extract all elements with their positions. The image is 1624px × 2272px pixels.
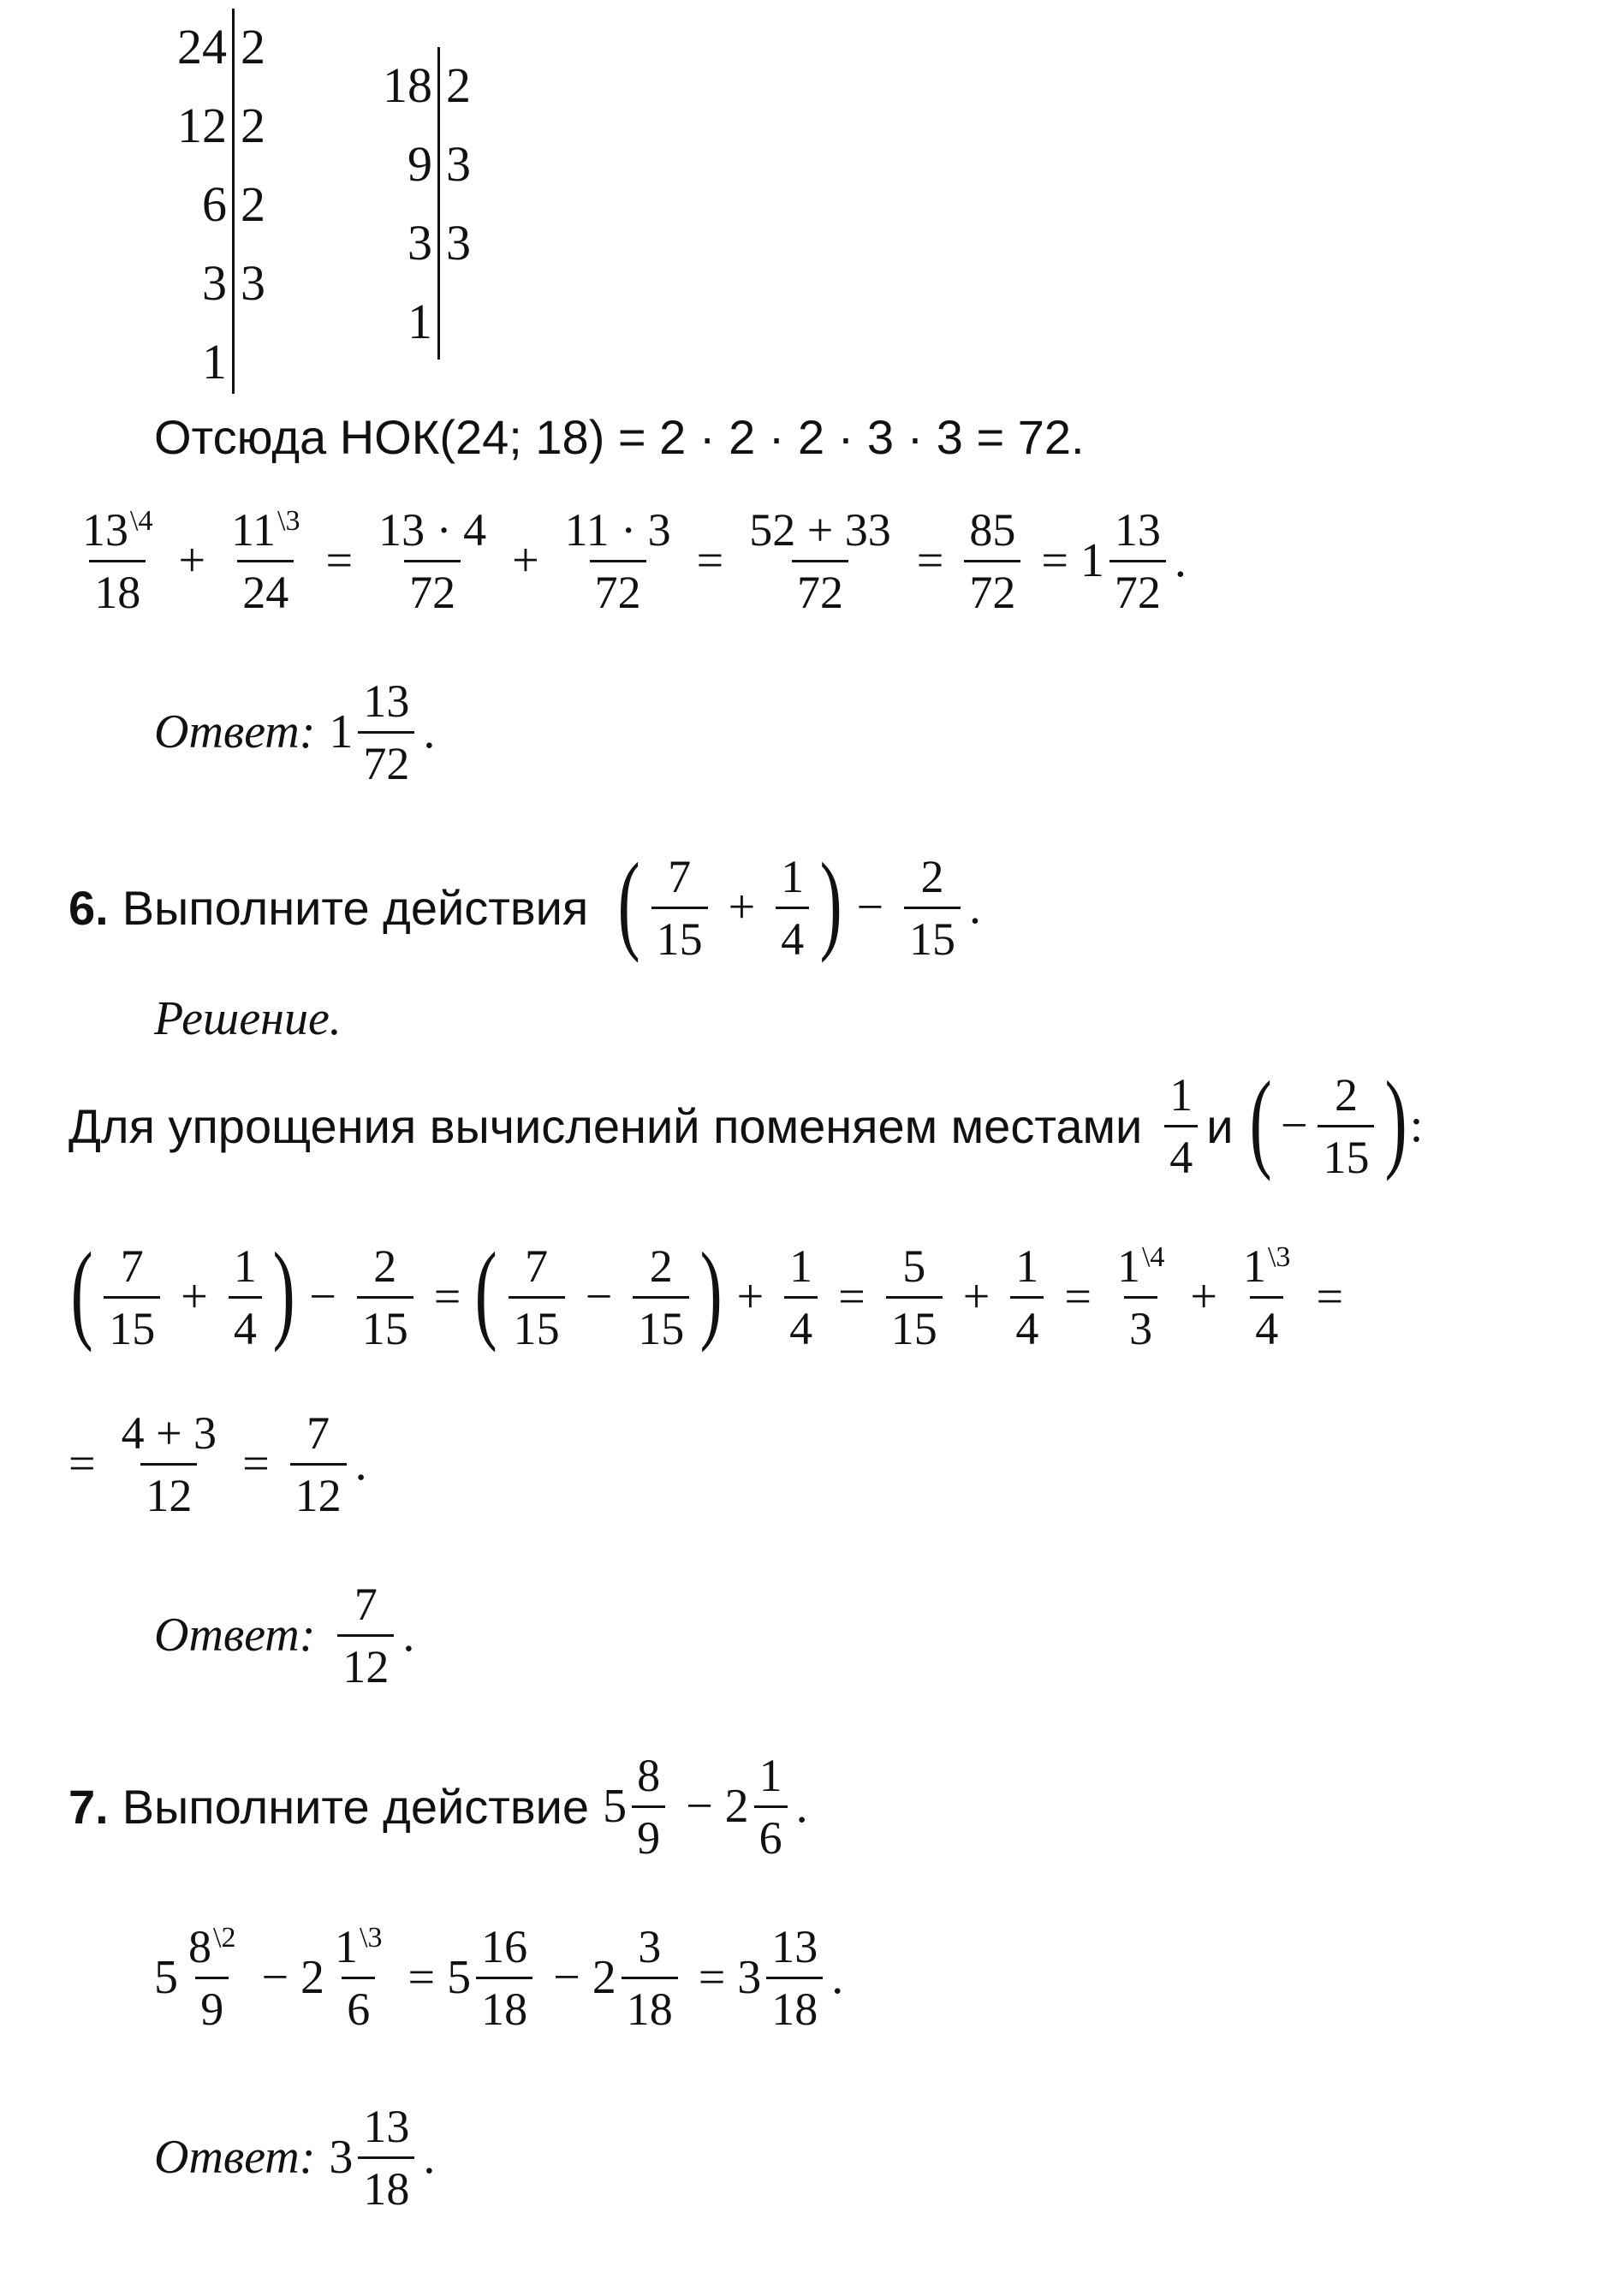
task-text: Выполните действие bbox=[122, 1779, 590, 1834]
fraction: $\frac{13}{72}$ bbox=[1109, 507, 1166, 616]
factor-divisor: 2 bbox=[241, 176, 265, 232]
factorization-24 bbox=[158, 9, 312, 402]
fraction: $\frac{1}{4}$ bbox=[1164, 1072, 1198, 1181]
equation-3: = $\frac{4 + 3}{12}$ = $\frac{7}{12}$ . bbox=[68, 1407, 367, 1521]
factor-number: 3 bbox=[202, 255, 227, 311]
fraction: $\frac{7}{12}$ bbox=[290, 1410, 347, 1519]
fraction: $\frac{13^{\backslash 4}}{18}$ bbox=[82, 503, 153, 618]
fraction: $\frac{1}{4}$ bbox=[784, 1243, 818, 1352]
fraction: $\frac{13}{72}$ bbox=[358, 678, 414, 787]
task-number: 6. bbox=[68, 880, 109, 935]
factor-divisor: 2 bbox=[241, 19, 265, 74]
factor-divider-line bbox=[437, 47, 440, 360]
task-7: 7. Выполните действие 5 $\frac{8}{9}$ − 2 $\frac{1}{6}$ . bbox=[68, 1749, 808, 1864]
fraction: $\frac{16}{18}$ bbox=[476, 1924, 532, 2032]
fraction: $\frac{11 \cdot 3}{72}$ bbox=[564, 503, 671, 618]
solution-label: Решение. bbox=[154, 992, 342, 1045]
answer-2: Ответ: $\frac{7}{12}$ . bbox=[154, 1578, 415, 1692]
equation-4: 5 $\frac{8^{\backslash 2}}{9}$ − 2 $\frac{1^{\backslash 3}}{6}$ = 5 $\frac{16}{18}$ − 2 $\frac{3}{18}$ = 3 $\frac{13}{18}$ . bbox=[154, 1920, 844, 2035]
fraction: $\frac{7}{15}$ bbox=[651, 853, 708, 962]
fraction: $\frac{52 + 33}{72}$ bbox=[749, 503, 891, 618]
fraction: $\frac{8}{9}$ bbox=[632, 1752, 665, 1861]
lcm-line bbox=[154, 402, 1085, 471]
task-text: Выполните действия bbox=[122, 880, 589, 935]
fraction: $\frac{85}{72}$ bbox=[964, 507, 1020, 616]
factor-number: 3 bbox=[407, 215, 432, 271]
fraction: $\frac{13}{18}$ bbox=[358, 2103, 414, 2212]
factor-number: 9 bbox=[407, 136, 432, 192]
equation-fraction-sum: $\frac{13^{\backslash 4}}{18}$ + $\frac{11^{\backslash 3}}{24}$ = $\frac{13 \cdot 4}{72}$ + $\frac{11 \cdot 3}{72}$ = $\frac{52 + 33}{72}$ = $\frac{85}{72}$ = 1 $\frac{13}{72}$ . bbox=[68, 492, 1187, 629]
fraction: $\frac{1^{\backslash 3}}{4}$ bbox=[1242, 1240, 1291, 1354]
factor-divisor: 2 bbox=[241, 98, 265, 153]
factor-number: 12 bbox=[177, 98, 227, 153]
lcm-text: Отсюда НОК(24; 18) = 2 · 2 · 2 · 3 · 3 = 72. bbox=[154, 409, 1085, 464]
fraction: $\frac{1}{4}$ bbox=[1010, 1243, 1044, 1352]
factor-divisor: 3 bbox=[241, 255, 265, 311]
factor-number: 1 bbox=[407, 294, 432, 349]
fraction: $\frac{2}{15}$ bbox=[904, 853, 961, 962]
factor-number: 1 bbox=[202, 334, 227, 390]
task-number: 7. bbox=[68, 1779, 109, 1834]
fraction: $\frac{2}{15}$ bbox=[357, 1243, 413, 1352]
task-6: 6. Выполните действия ( $\frac{7}{15}$ + $\frac{1}{4}$ ) − $\frac{2}{15}$ . bbox=[68, 841, 982, 965]
fraction: $\frac{1}{6}$ bbox=[754, 1752, 788, 1861]
fraction: $\frac{2}{15}$ bbox=[633, 1243, 689, 1352]
fraction: $\frac{3}{18}$ bbox=[622, 1924, 678, 2032]
factor-number: 18 bbox=[383, 57, 432, 113]
fraction: $\frac{5}{15}$ bbox=[886, 1243, 943, 1352]
factor-divisor: 3 bbox=[446, 136, 471, 192]
fraction: $\frac{7}{12}$ bbox=[337, 1581, 394, 1690]
fraction: $\frac{1^{\backslash 4}}{3}$ bbox=[1116, 1240, 1165, 1354]
fraction: $\frac{11^{\backslash 3}}{24}$ bbox=[231, 503, 300, 618]
solution-label-row bbox=[154, 984, 342, 1053]
factor-number: 6 bbox=[202, 176, 227, 232]
swap-text: Для упрощения вычислений поменяем местами bbox=[68, 1098, 1143, 1153]
factor-divider-line bbox=[232, 9, 235, 394]
factor-number: 24 bbox=[177, 19, 227, 74]
answer-label: Ответ: bbox=[154, 705, 316, 758]
swap-line: Для упрощения вычислений поменяем местами $\frac{1}{4}$ и ( − $\frac{2}{15}$ ) : bbox=[68, 1059, 1424, 1183]
fraction: $\frac{7}{15}$ bbox=[509, 1243, 565, 1352]
fraction: $\frac{1}{4}$ bbox=[776, 853, 809, 962]
answer-1: Ответ: 1 $\frac{13}{72}$ . bbox=[154, 675, 436, 789]
fraction: $\frac{4 + 3}{12}$ bbox=[121, 1407, 217, 1521]
fraction: $\frac{2}{15}$ bbox=[1318, 1072, 1374, 1181]
answer-label: Ответ: bbox=[154, 2131, 316, 2184]
fraction: $\frac{13 \cdot 4}{72}$ bbox=[378, 503, 487, 618]
equation-2: ( $\frac{7}{15}$ + $\frac{1}{4}$ ) − $\frac{2}{15}$ = ( $\frac{7}{15}$ − $\frac{2}{15}$ ) + $\frac{1}{4}$ = $\frac{5}{15}$ + $\frac{1}{4}$ = $\frac{1^{\backslash 4}}{3}$ + $\frac{1^{\backslash 3}}{4}$ = bbox=[70, 1230, 1344, 1354]
fraction: $\frac{7}{15}$ bbox=[104, 1243, 160, 1352]
fraction: $\frac{1}{4}$ bbox=[229, 1243, 262, 1352]
fraction: $\frac{8^{\backslash 2}}{9}$ bbox=[188, 1920, 236, 2035]
answer-label: Ответ: bbox=[154, 1609, 316, 1662]
fraction: $\frac{1^{\backslash 3}}{6}$ bbox=[335, 1920, 383, 2035]
factorization-18 bbox=[364, 47, 518, 372]
fraction: $\frac{13}{18}$ bbox=[766, 1924, 823, 2032]
factor-divisor: 3 bbox=[446, 215, 471, 271]
answer-3: Ответ: 3 $\frac{13}{18}$ . bbox=[154, 2100, 436, 2215]
factor-divisor: 2 bbox=[446, 57, 471, 113]
